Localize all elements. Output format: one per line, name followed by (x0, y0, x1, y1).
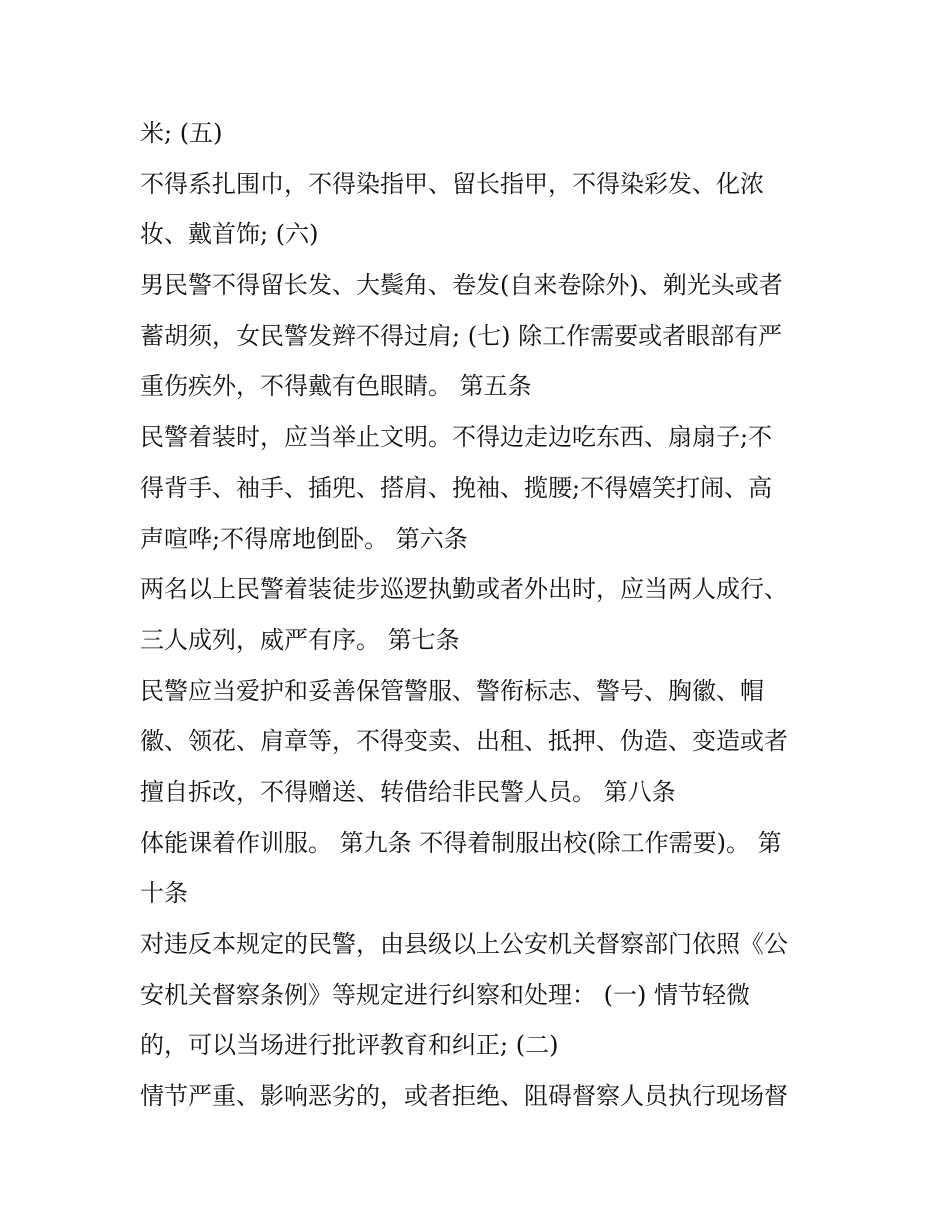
text-line: 男民警不得留长发、大鬓角、卷发(自来卷除外)、剃光头或者 (140, 271, 783, 300)
text-line: 米; (五) (140, 119, 223, 147)
text-line: 对违反本规定的民警，由县级以上公安机关督察部门依照《公 (140, 930, 788, 958)
text-line: 民警着装时，应当举止文明。不得边走边吃东西、扇扇子;不 (140, 423, 773, 452)
text-line: 十条 (140, 879, 188, 908)
text-line: 声喧哗;不得席地倒卧。 第六条 (140, 524, 468, 553)
text-line: 徽、领花、肩章等，不得变卖、出租、抵押、伪造、变造或者 (140, 727, 788, 756)
text-line: 两名以上民警着装徒步巡逻执勤或者外出时，应当两人成行、 (140, 575, 788, 604)
text-line: 三人成列，威严有序。 第七条 (140, 625, 460, 654)
text-line: 得背手、袖手、插兜、搭肩、挽袖、揽腰;不得嬉笑打闹、高 (140, 473, 773, 502)
text-line: 的，可以当场进行批评教育和纠正; (二) (140, 1031, 559, 1060)
text-line: 不得系扎围巾，不得染指甲、留长指甲，不得染彩发、化浓 (140, 169, 764, 198)
text-line: 民警应当爱护和妥善保管警服、警衔标志、警号、胸徽、帽 (140, 676, 764, 705)
text-line: 安机关督察条例》等规定进行纠察和处理： (一) 情节轻微 (140, 980, 750, 1009)
document-text-body (140, 108, 830, 1122)
text-line: 重伤疾外，不得戴有色眼睛。 第五条 (140, 372, 532, 401)
text-line: 体能课着作训服。 第九条 不得着制服出校(除工作需要)。 第 (140, 828, 782, 857)
text-line: 情节严重、影响恶劣的，或者拒绝、阻碍督察人员执行现场督 (140, 1082, 788, 1111)
text-line: 擅自拆改，不得赠送、转借给非民警人员。 第八条 (140, 777, 676, 806)
text-line: 妆、戴首饰; (六) (140, 220, 319, 249)
text-line: 蓄胡须，女民警发辫不得过肩; (七) 除工作需要或者眼部有严 (140, 321, 783, 350)
